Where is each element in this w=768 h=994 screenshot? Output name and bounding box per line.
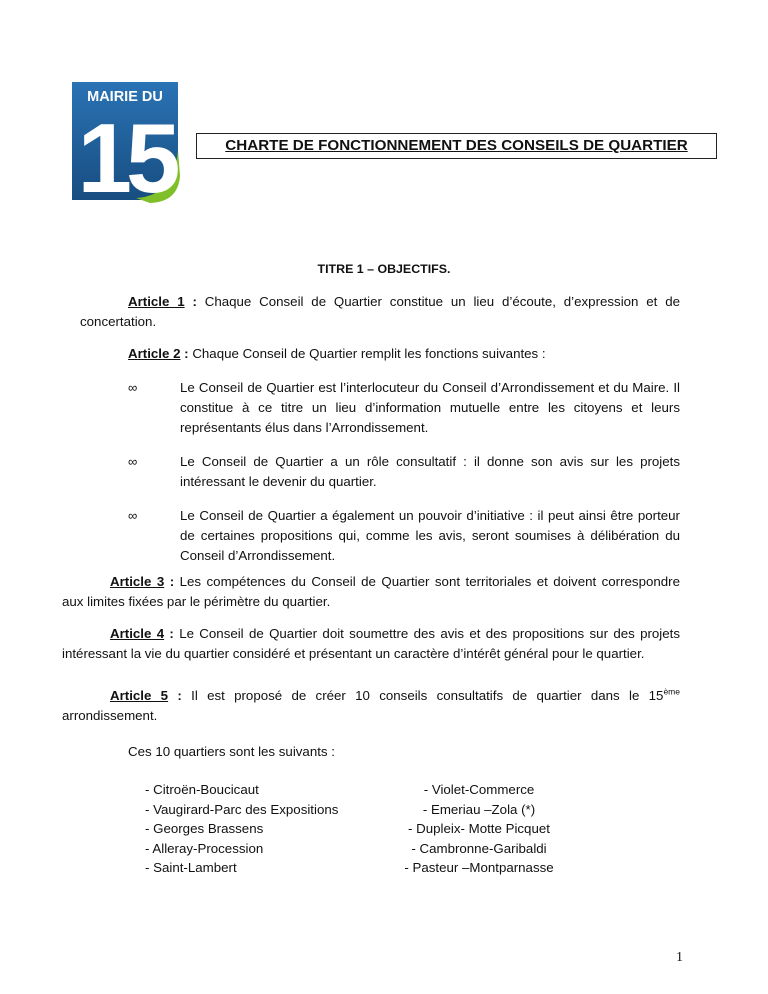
infinity-bullet-icon: ∞ [128, 454, 138, 469]
list-item: - Violet-Commerce [423, 782, 535, 797]
article-4-label: Article 4 [110, 626, 165, 641]
superscript-eme: ème [663, 686, 680, 697]
article-2-label: Article 2 [128, 346, 181, 361]
article-3: Article 3 : Les compétences du Conseil de Quartier sont territoriales et doivent correspondre aux limites fixées par le périmètre du quartier. [62, 574, 680, 609]
article-5: Article 5 : Il est proposé de créer 10 conseils consultatifs de quartier dans le 15ème arrondissement. [62, 686, 680, 723]
list-item: - Emeriau –Zola (*) [422, 801, 536, 817]
article-2: Article 2 : Chaque Conseil de Quartier remplit les fonctions suivantes : [128, 346, 546, 361]
list-item: - Alleray-Procession [145, 840, 264, 856]
document-title: CHARTE DE FONCTIONNEMENT DES CONSEILS DE QUARTIER [196, 133, 717, 159]
mairie-du-15-logo [66, 80, 184, 204]
bullet-item: ∞ Le Conseil de Quartier est l’interlocuteur du Conseil d’Arrondissement et du Maire. Il constitue à ce titre un lieu d’information mutuelle entre les citoyens et leurs représentants élus dans l’Arrondissement. [128, 380, 680, 435]
page-number: 1 [676, 950, 683, 965]
infinity-bullet-icon: ∞ [128, 380, 138, 395]
list-item: - Citroën-Boucicaut [145, 782, 259, 797]
quartiers-intro: Ces 10 quartiers sont les suivants : [128, 744, 335, 759]
article-4-text: Le Conseil de Quartier doit soumettre des avis et des propositions sur des projets intéressant la vie du quartier considéré et présentant un caractère d’intérêt général pour le quartier. [62, 626, 680, 661]
article-2-text: Chaque Conseil de Quartier remplit les fonctions suivantes : [192, 346, 546, 361]
article-1-label: Article 1 [128, 294, 185, 309]
quartiers-list-left [145, 780, 338, 878]
list-item: - Vaugirard-Parc des Expositions [145, 801, 339, 817]
list-item: - Cambronne-Garibaldi [411, 840, 547, 856]
infinity-bullet-icon: ∞ [128, 508, 138, 523]
bullet-item: ∞ Le Conseil de Quartier a un rôle consultatif : il donne son avis sur les projets intéressant le devenir du quartier. [128, 454, 680, 489]
list-item: - Georges Brassens [145, 821, 264, 836]
logo-text: MAIRIE DU [87, 89, 163, 105]
list-item: - Saint-Lambert [145, 860, 237, 875]
list-item: - Pasteur –Montparnasse [404, 860, 554, 875]
quartiers-list-right [396, 780, 562, 878]
article-5-label: Article 5 [110, 688, 169, 703]
article-1-text: Chaque Conseil de Quartier constitue un lieu d’écoute, d’expression et de concertation. [80, 294, 680, 329]
article-4: Article 4 : Le Conseil de Quartier doit soumettre des avis et des propositions sur des projets intéressant la vie du quartier considéré et présentant un caractère d’intérêt général pour le quartier. [62, 626, 680, 661]
section-title: TITRE 1 – OBJECTIFS. [317, 262, 451, 276]
list-item: - Dupleix- Motte Picquet [408, 821, 550, 836]
article-3-label: Article 3 [110, 574, 165, 589]
logo-number: 15 [77, 103, 175, 204]
article-3-text: Les compétences du Conseil de Quartier sont territoriales et doivent correspondre aux limites fixées par le périmètre du quartier. [62, 574, 680, 609]
bullet-item: ∞ Le Conseil de Quartier a également un pouvoir d’initiative : il peut ainsi être porteur de certaines propositions qui, comme les avis, seront soumises à délibération du Conseil d’Arrondissement. [128, 508, 680, 563]
article-1: Article 1 : Chaque Conseil de Quartier constitue un lieu d’écoute, d’expression et de concertation. [80, 294, 680, 329]
